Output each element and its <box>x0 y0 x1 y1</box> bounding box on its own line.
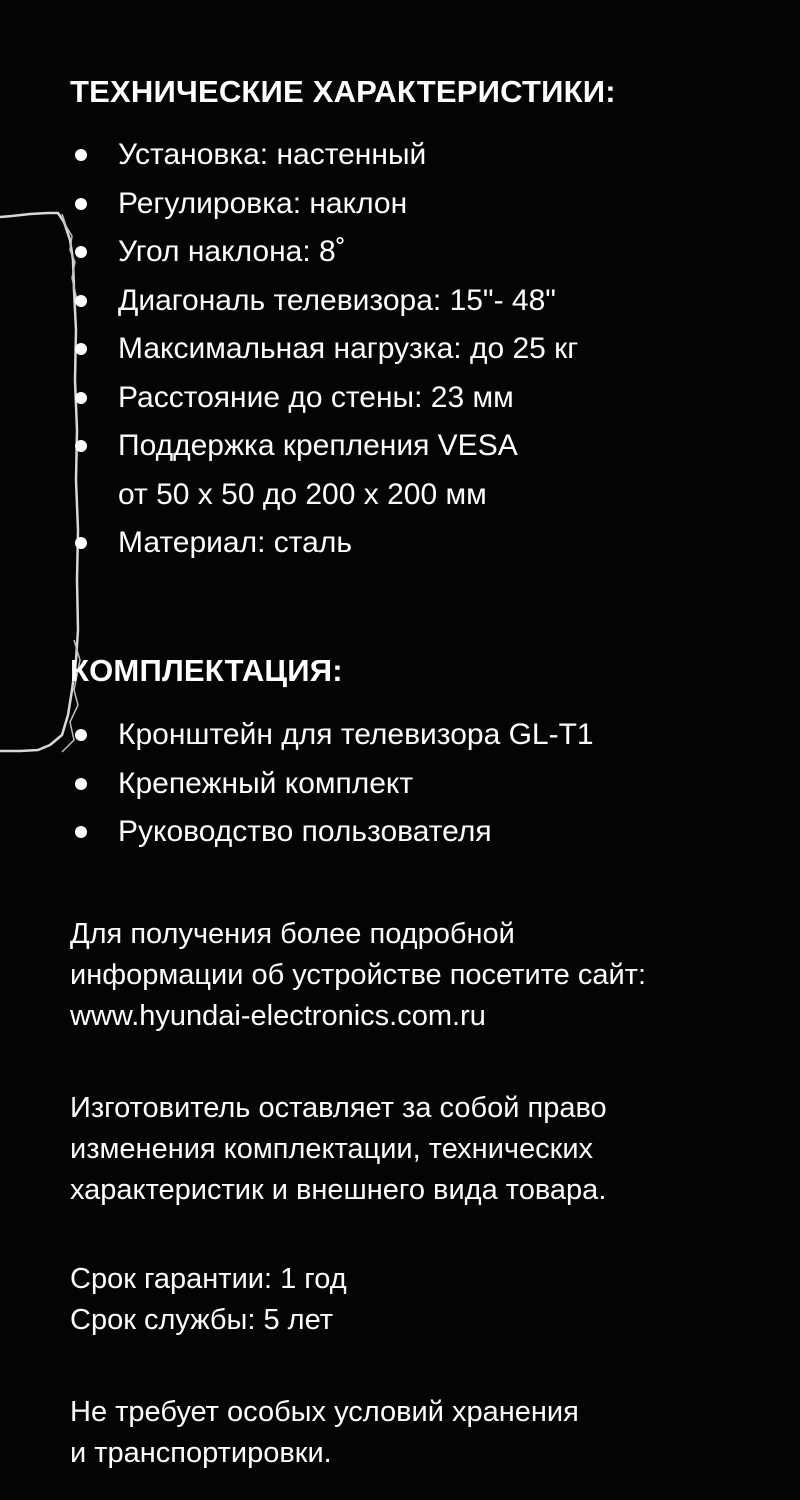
spec-tv-diagonal: Диагональ телевизора: 15"- 48" <box>118 283 556 317</box>
spec-max-load: Максимальная нагрузка: до 25 кг <box>118 332 579 365</box>
kit-bracket: Кронштейн для телевизора GL-T1 <box>118 718 594 751</box>
bullet-icon <box>75 729 87 741</box>
list-item <box>0 711 594 760</box>
list-item <box>0 180 578 229</box>
list-item <box>0 374 578 423</box>
list-item <box>0 760 594 809</box>
specifications-list <box>0 131 578 568</box>
list-item <box>0 808 594 857</box>
kit-fasteners: Крепежный комплект <box>118 766 414 800</box>
spec-vesa-support: Поддержка крепления VESA <box>118 429 518 462</box>
spec-tilt-angle: Угол наклона: 8˚ <box>118 235 346 268</box>
list-item <box>0 519 578 568</box>
bullet-icon <box>75 440 87 452</box>
spec-material: Материал: сталь <box>118 526 352 559</box>
bullet-icon <box>75 295 87 307</box>
bullet-icon <box>75 246 87 258</box>
specifications-heading: ТЕХНИЧЕСКИЕ ХАРАКТЕРИСТИКИ: <box>70 74 616 109</box>
spec-installation: Установка: настенный <box>118 138 427 171</box>
spec-wall-distance: Расстояние до стены: 23 мм <box>118 380 514 414</box>
bullet-icon <box>75 343 87 355</box>
list-item <box>0 325 578 374</box>
spec-vesa-range: от 50 х 50 до 200 х 200 мм <box>118 477 487 511</box>
spec-adjustment: Регулировка: наклон <box>118 186 408 220</box>
package-contents-list <box>0 711 594 857</box>
list-item <box>0 277 578 326</box>
bullet-icon <box>75 537 87 549</box>
bullet-icon <box>75 826 87 838</box>
bullet-icon <box>75 198 87 210</box>
list-item <box>0 422 578 519</box>
list-item <box>0 228 578 277</box>
website-info-text: Для получения более подробной информации об устройстве посетите сайт: www.hyundai-electronics.com.ru <box>70 918 647 1032</box>
storage-conditions-text: Не требует особых условий хранения и транспортировки. <box>70 1396 579 1469</box>
kit-user-manual: Руководство пользователя <box>118 815 492 848</box>
package-contents-heading: КОМПЛЕКТАЦИЯ: <box>70 653 343 688</box>
bullet-icon <box>75 392 87 404</box>
bullet-icon <box>75 149 87 161</box>
warranty-text: Срок гарантии: 1 год Срок службы: 5 лет <box>70 1263 347 1336</box>
bullet-icon <box>75 778 87 790</box>
manufacturer-disclaimer-text: Изготовитель оставляет за собой право изменения комплектации, технических характеристик и внешнего вида товара. <box>70 1092 607 1206</box>
list-item <box>0 131 578 180</box>
